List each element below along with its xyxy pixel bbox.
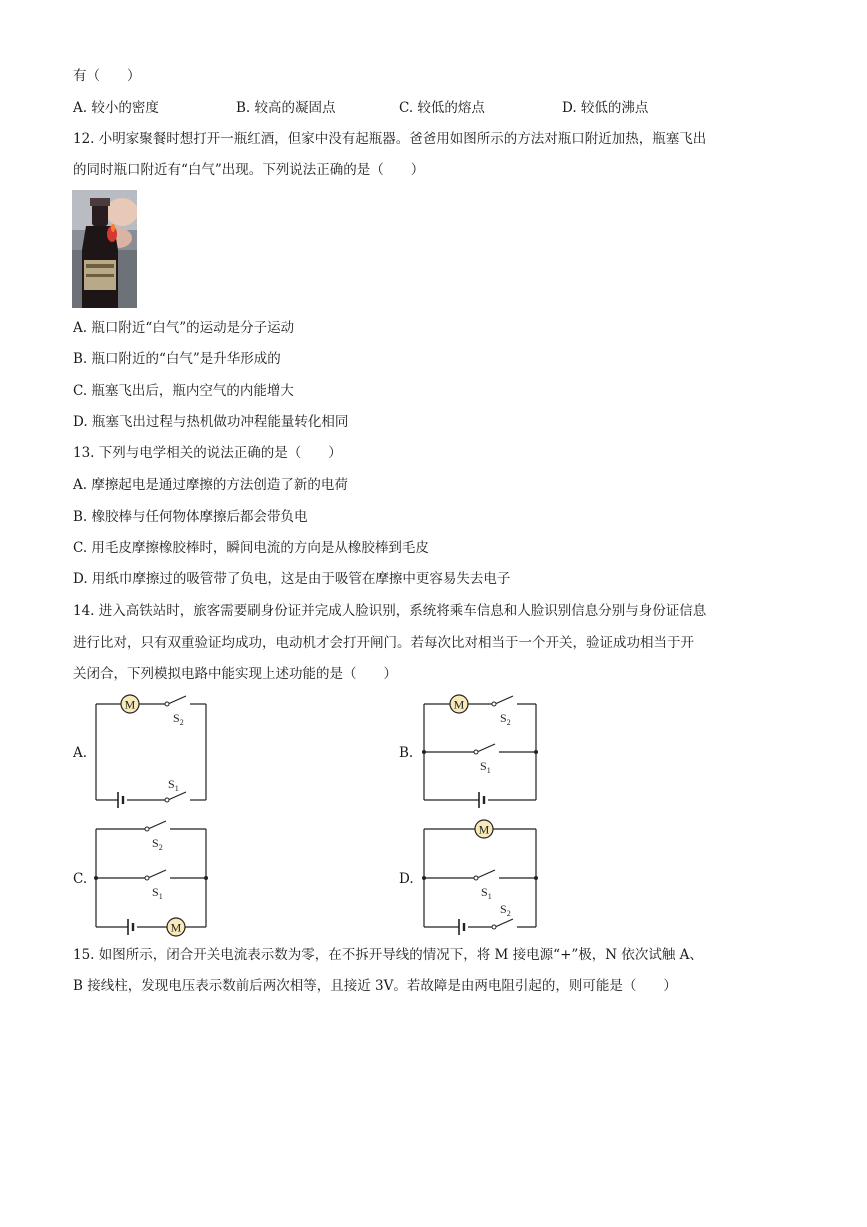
- svg-text:S2: $S_2$: [173, 711, 184, 727]
- wine-bottle-photo: [72, 190, 137, 308]
- q14-stem-line1: 14. 进入高铁站时，旅客需要刷身份证并完成人脸识别，系统将乘车信息和人脸识别信息分别与身份证信息: [73, 603, 707, 619]
- q14-stem-line2: 进行比对，只有双重验证均成功，电动机才会打开闸门。若每次比对相当于一个开关，验证成功相当于开: [73, 635, 694, 651]
- q11-option-d: D. 较低的沸点: [562, 100, 649, 116]
- circuit-d-diagram: [417, 815, 547, 937]
- svg-text:S2: $S_2$: [500, 902, 511, 918]
- q12-option-b: B. 瓶口附近的“白气”是升华形成的: [73, 351, 281, 367]
- svg-text:S1: $S_1$: [152, 885, 163, 901]
- q15-stem-line1: 15. 如图所示，闭合开关电流表示数为零，在不拆开导线的情况下，将 M 接电源“+”极，N 依次试触 A、: [73, 947, 703, 963]
- q11-option-b: B. 较高的凝固点: [236, 100, 336, 116]
- circuit-a-diagram: [90, 690, 215, 810]
- q12-option-d: D. 瓶塞飞出过程与热机做功冲程能量转化相同: [73, 414, 349, 430]
- svg-text:S2: $S_2$: [152, 836, 163, 852]
- q11-stem-tail: 有（ ）: [73, 68, 141, 84]
- svg-text:S2: $S_2$: [500, 711, 511, 727]
- circuit-c-diagram: [90, 815, 215, 937]
- circuit-d-label: D.: [399, 871, 414, 887]
- svg-text:M: M: [124, 697, 136, 712]
- q13-option-d: D. 用纸巾摩擦过的吸管带了负电，这是由于吸管在摩擦中更容易失去电子: [73, 571, 511, 587]
- svg-text:M: M: [478, 822, 490, 837]
- svg-text:S1: $S_1$: [168, 777, 179, 793]
- q13-stem: 13. 下列与电学相关的说法正确的是（ ）: [73, 445, 342, 461]
- q12-option-c: C. 瓶塞飞出后，瓶内空气的内能增大: [73, 383, 294, 399]
- q11-option-a: A. 较小的密度: [73, 100, 159, 116]
- circuit-a-label: A.: [73, 745, 88, 761]
- q12-stem-line1: 12. 小明家聚餐时想打开一瓶红酒，但家中没有起瓶器。爸爸用如图所示的方法对瓶口附近加热，瓶塞飞出: [73, 131, 707, 147]
- circuit-b-label: B.: [399, 745, 414, 761]
- svg-text:S1: $S_1$: [481, 885, 492, 901]
- svg-text:M: M: [170, 920, 182, 935]
- svg-text:S1: $S_1$: [480, 759, 491, 775]
- q12-option-a: A. 瓶口附近“白气”的运动是分子运动: [73, 320, 295, 336]
- svg-text:M: M: [453, 697, 465, 712]
- q14-stem-line3: 关闭合，下列模拟电路中能实现上述功能的是（ ）: [73, 666, 397, 682]
- motor-icon: [475, 820, 493, 838]
- q12-stem-line2: 的同时瓶口附近有“白气”出现。下列说法正确的是（ ）: [73, 162, 425, 178]
- circuit-c-label: C.: [73, 871, 88, 887]
- q11-option-c: C. 较低的熔点: [399, 100, 485, 116]
- motor-icon: [450, 695, 468, 713]
- motor-icon: [167, 918, 185, 936]
- q13-option-b: B. 橡胶棒与任何物体摩擦后都会带负电: [73, 509, 308, 525]
- q13-option-c: C. 用毛皮摩擦橡胶棒时，瞬间电流的方向是从橡胶棒到毛皮: [73, 540, 429, 556]
- q13-option-a: A. 摩擦起电是通过摩擦的方法创造了新的电荷: [73, 477, 348, 493]
- q15-stem-line2: B 接线柱，发现电压表示数前后两次相等，且接近 3V。若故障是由两电阻引起的，则可能是（ ）: [73, 978, 677, 994]
- motor-icon: [121, 695, 139, 713]
- circuit-b-diagram: [417, 690, 547, 810]
